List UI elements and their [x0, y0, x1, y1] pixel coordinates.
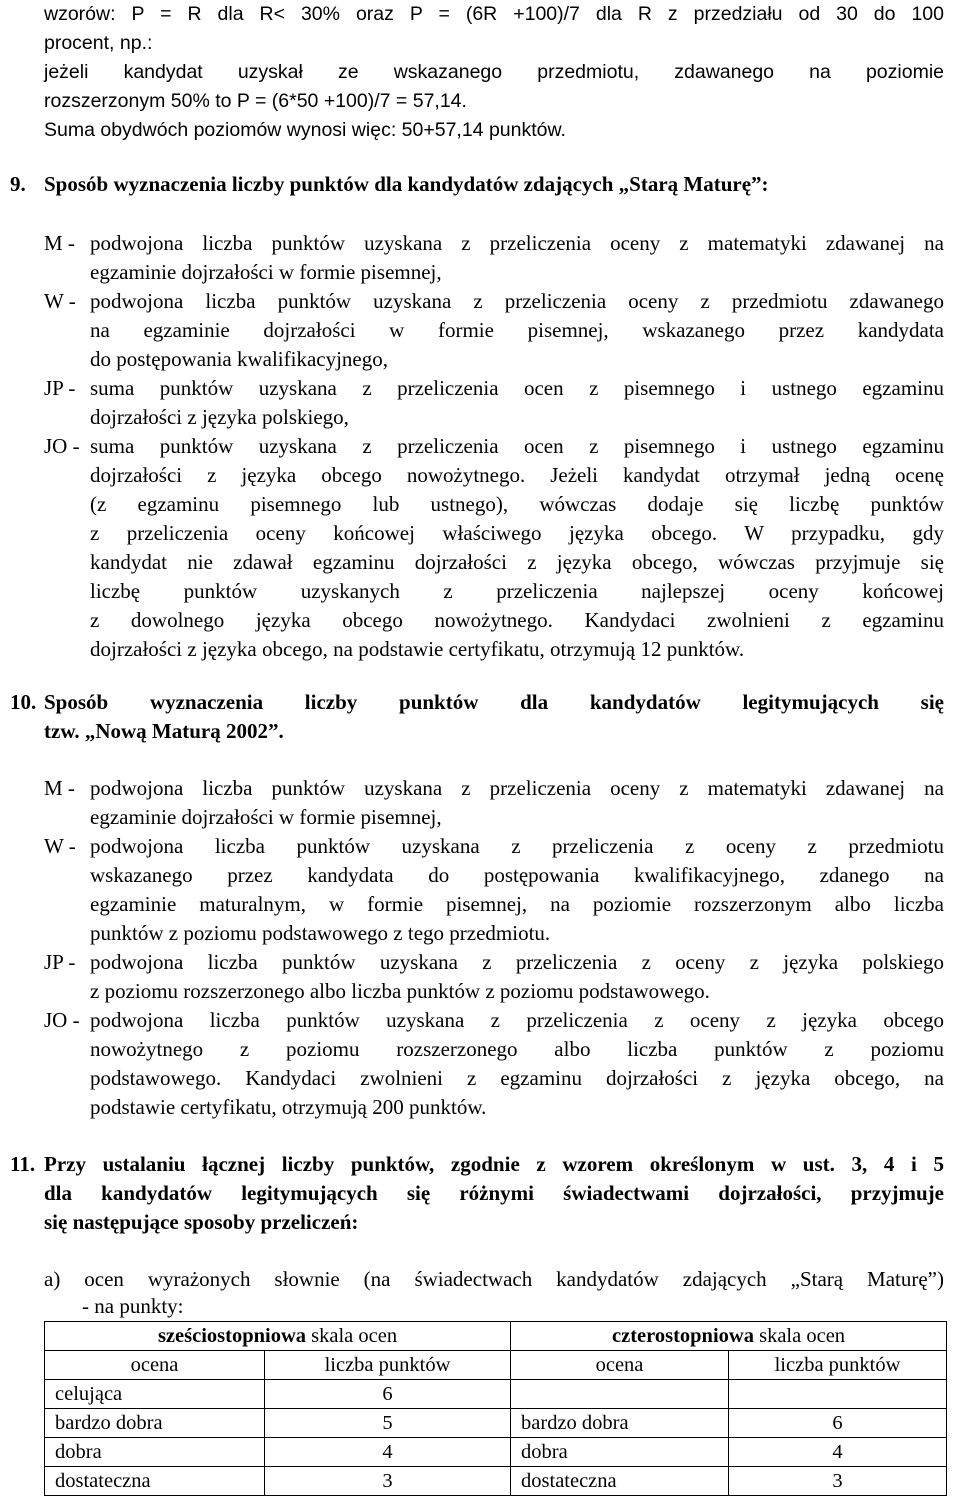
paragraph-line: podstawowego. Kandydaci zwolnieni z egzaminu dojrzałości z języka obcego, na — [90, 1066, 944, 1090]
column-header: ocena — [511, 1351, 729, 1380]
paragraph-line: egzaminie maturalnym, w formie pisemnej, na poziomie rozszerzonym albo liczba — [90, 892, 944, 916]
section-number: 9. — [10, 172, 26, 196]
group-header-rest: skala ocen — [306, 1325, 398, 1347]
paragraph-line: wskazanego przez kandydata do postępowania kwalifikacyjnego, zdanego na — [90, 863, 944, 887]
paragraph-line: kandydat nie zdawał egzaminu dojrzałości z języka obcego, wówczas przyjmuje się — [90, 550, 944, 574]
section-heading: Sposób wyznaczenia liczby punktów dla kandydatów legitymujących się — [44, 690, 944, 714]
grade-cell: bardzo dobra — [511, 1409, 729, 1438]
intro-line: procent, np.: — [44, 32, 153, 54]
intro-line: rozszerzonym 50% to P = (6*50 +100)/7 = 57,14. — [44, 90, 467, 112]
paragraph-line: egzaminie dojrzałości w formie pisemnej, — [90, 260, 442, 284]
table-column-header-row — [45, 1351, 947, 1380]
section-heading: tzw. „Nową Maturą 2002”. — [44, 719, 284, 743]
paragraph-line: podwojona liczba punktów uzyskana z przeliczenia oceny z matematyki zdawanej na — [90, 231, 944, 255]
paragraph-line: dojrzałości z języka obcego, na podstawie certyfikatu, otrzymują 12 punktów. — [90, 637, 745, 661]
grade-scale-table — [44, 1321, 947, 1496]
paragraph-line: podwojona liczba punktów uzyskana z przeliczenia z oceny z przedmiotu — [90, 834, 944, 858]
paragraph-line: dojrzałości z języka polskiego, — [90, 405, 349, 429]
points-cell: 3 — [729, 1467, 947, 1496]
table-row — [45, 1467, 947, 1496]
paragraph-line: punktów z poziomu podstawowego z tego przedmiotu. — [90, 921, 551, 945]
grade-cell — [511, 1380, 729, 1409]
group-header-four-point — [511, 1322, 947, 1351]
section-heading: Przy ustalaniu łącznej liczby punktów, zgodnie z wzorem określonym w ust. 3, 4 i 5 — [44, 1152, 944, 1176]
paragraph-line: z dowolnego języka obcego nowożytnego. Kandydaci zwolnieni z egzaminu — [90, 608, 944, 632]
paragraph-line: egzaminie dojrzałości w formie pisemnej, — [90, 805, 442, 829]
grade-cell: bardzo dobra — [45, 1409, 265, 1438]
variable-label: M - — [44, 231, 75, 255]
section-heading: Sposób wyznaczenia liczby punktów dla kandydatów zdających „Starą Maturę”: — [44, 172, 769, 196]
paragraph-line: podwojona liczba punktów uzyskana z przeliczenia oceny z matematyki zdawanej na — [90, 776, 944, 800]
intro-line: Suma obydwóch poziomów wynosi więc: 50+57,14 punktów. — [44, 119, 566, 141]
points-cell: 3 — [265, 1467, 511, 1496]
paragraph-line: podstawie certyfikatu, otrzymują 200 punktów. — [90, 1095, 487, 1119]
grade-cell: dostateczna — [511, 1467, 729, 1496]
grade-cell: celująca — [45, 1380, 265, 1409]
paragraph-line: (z egzaminu pisemnego lub ustnego), wówczas dodaje się liczbę punktów — [90, 492, 944, 516]
variable-label: JO - — [44, 434, 80, 458]
points-cell: 4 — [729, 1438, 947, 1467]
paragraph-line: dojrzałości z języka obcego nowożytnego. Jeżeli kandydat otrzymał jedną ocenę — [90, 463, 944, 487]
intro-line: jeżeli kandydat uzyskał ze wskazanego przedmiotu, zdawanego na poziomie — [44, 61, 944, 83]
intro-line: wzorów: P = R dla R< 30% oraz P = (6R +100)/7 dla R z przedziału od 30 do 100 — [44, 3, 944, 25]
group-header-rest: skala ocen — [753, 1325, 846, 1347]
variable-label: JP - — [44, 376, 76, 400]
table-row — [45, 1409, 947, 1438]
section-heading: dla kandydatów legitymujących się różnymi świadectwami dojrzałości, przyjmuje — [44, 1181, 944, 1205]
grade-cell: dobra — [511, 1438, 729, 1467]
points-cell — [729, 1380, 947, 1409]
group-header-six-point — [45, 1322, 511, 1351]
column-header: ocena — [45, 1351, 265, 1380]
paragraph-line: z poziomu rozszerzonego albo liczba punktów z poziomu podstawowego. — [90, 979, 710, 1003]
table-group-header-row — [45, 1322, 947, 1351]
paragraph-line: a) ocen wyrażonych słownie (na świadectwach kandydatów zdających „Starą Maturę”) — [44, 1267, 944, 1291]
paragraph-line: podwojona liczba punktów uzyskana z przeliczenia z oceny z języka polskiego — [90, 950, 944, 974]
paragraph-line: suma punktów uzyskana z przeliczenia ocen z pisemnego i ustnego egzaminu — [90, 376, 944, 400]
column-header: liczba punktów — [265, 1351, 511, 1380]
column-header: liczba punktów — [729, 1351, 947, 1380]
paragraph-line: na egzaminie dojrzałości w formie pisemnej, wskazanego przez kandydata — [90, 318, 944, 342]
grade-cell: dobra — [45, 1438, 265, 1467]
paragraph-line: - na punkty: — [82, 1294, 184, 1318]
section-heading: się następujące sposoby przeliczeń: — [44, 1210, 359, 1234]
paragraph-line: podwojona liczba punktów uzyskana z przeliczenia z oceny z języka obcego — [90, 1008, 944, 1032]
variable-label: W - — [44, 289, 76, 313]
points-cell: 6 — [729, 1409, 947, 1438]
paragraph-line: liczbę punktów uzyskanych z przeliczenia najlepszej oceny końcowej — [90, 579, 944, 603]
section-number: 10. — [10, 690, 37, 714]
table-row — [45, 1380, 947, 1409]
variable-label: W - — [44, 834, 76, 858]
variable-label: JP - — [44, 950, 76, 974]
variable-label: M - — [44, 776, 75, 800]
points-cell: 4 — [265, 1438, 511, 1467]
group-header-bold: sześciostopniowa — [157, 1325, 306, 1347]
points-cell: 6 — [265, 1380, 511, 1409]
group-header-bold: czterostopniowa — [612, 1325, 754, 1347]
grade-cell: dostateczna — [45, 1467, 265, 1496]
table-row — [45, 1438, 947, 1467]
paragraph-line: podwojona liczba punktów uzyskana z przeliczenia oceny z przedmiotu zdawanego — [90, 289, 944, 313]
paragraph-line: do postępowania kwalifikacyjnego, — [90, 347, 388, 371]
points-cell: 5 — [265, 1409, 511, 1438]
section-number: 11. — [10, 1152, 36, 1176]
variable-label: JO - — [44, 1008, 80, 1032]
paragraph-line: z przeliczenia oceny końcowej właściwego języka obcego. W przypadku, gdy — [90, 521, 944, 545]
paragraph-line: nowożytnego z poziomu rozszerzonego albo liczba punktów z poziomu — [90, 1037, 944, 1061]
paragraph-line: suma punktów uzyskana z przeliczenia ocen z pisemnego i ustnego egzaminu — [90, 434, 944, 458]
